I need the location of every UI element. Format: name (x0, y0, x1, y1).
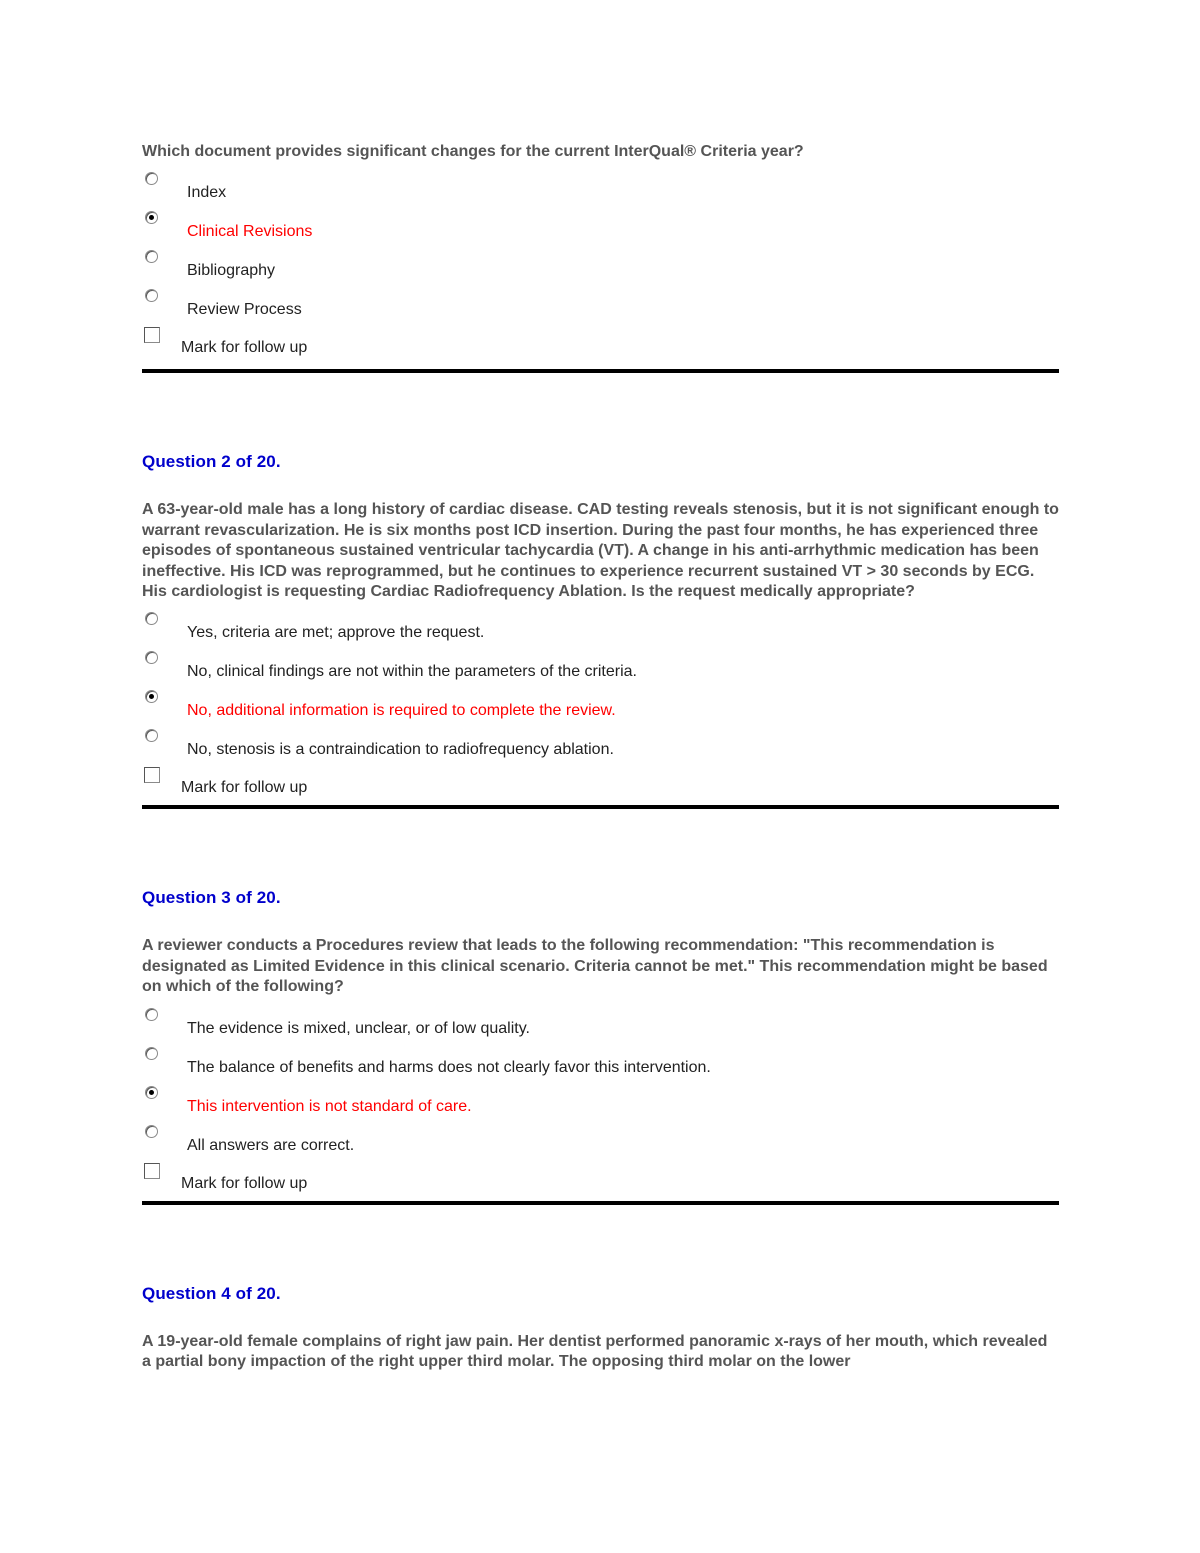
answer-option-selected[interactable] (142, 1078, 1059, 1117)
radio-button[interactable] (145, 612, 158, 625)
question-3 (142, 888, 1059, 1283)
follow-up-control[interactable] (142, 1156, 1059, 1198)
answer-option[interactable] (142, 242, 1059, 281)
radio-button[interactable] (145, 651, 158, 664)
question-2-heading: Question 2 of 20. (142, 452, 281, 472)
follow-up-label: Mark for follow up (181, 1174, 308, 1192)
radio-button-checked[interactable] (145, 690, 158, 703)
follow-up-label: Mark for follow up (181, 779, 308, 797)
answer-label-selected: No, additional information is required to complete the review. (187, 702, 616, 720)
radio-button[interactable] (145, 172, 158, 185)
answer-option[interactable] (142, 281, 1059, 320)
question-2 (142, 452, 1059, 888)
answer-label: All answers are correct. (187, 1136, 355, 1154)
answer-option[interactable] (142, 1117, 1059, 1156)
question-3-text: A reviewer conducts a Procedures review that leads to the following recommendation: "This recommendation is designated as Limited Evidence in this clinical scenario. Criteria cannot be met." This recommendation might be based on which of the following? (142, 937, 1048, 996)
radio-button[interactable] (145, 1047, 158, 1060)
answer-label: The evidence is mixed, unclear, or of low quality. (187, 1019, 530, 1037)
answer-option[interactable] (142, 604, 1059, 643)
question-1-options (142, 164, 1059, 320)
question-2-text: A 63-year-old male has a long history of cardiac disease. CAD testing reveals stenosis, but it is not significant enough to warrant revascularization. He is six months post ICD insertion. During the past four months, he has experienced three episodes of spontaneous sustained ventricular tachycardia (VT). A change in his anti-arrhythmic medication has been ineffective. His ICD was reprogrammed, but he continues to experience recurrent sustained VT > 30 seconds by ECG. His cardiologist is requesting Cardiac Radiofrequency Ablation. Is the request medically appropriate? (142, 501, 1059, 601)
answer-label: Yes, criteria are met; approve the request. (187, 624, 485, 642)
question-1 (142, 142, 1059, 452)
answer-option-selected[interactable] (142, 203, 1059, 242)
answer-label-selected: Clinical Revisions (187, 223, 313, 241)
answer-label: Bibliography (187, 262, 276, 280)
answer-label: Review Process (187, 301, 302, 319)
answer-option[interactable] (142, 1039, 1059, 1078)
answer-option[interactable] (142, 1000, 1059, 1039)
quiz-page (142, 142, 1059, 1372)
answer-option-selected[interactable] (142, 682, 1059, 721)
radio-button-checked[interactable] (145, 1086, 158, 1099)
answer-option[interactable] (142, 164, 1059, 203)
follow-up-checkbox[interactable] (144, 1163, 160, 1179)
answer-option[interactable] (142, 643, 1059, 682)
follow-up-checkbox[interactable] (144, 327, 160, 343)
follow-up-checkbox[interactable] (144, 767, 160, 783)
answer-label: No, clinical findings are not within the parameters of the criteria. (187, 663, 637, 681)
answer-label: Index (187, 184, 227, 202)
follow-up-label: Mark for follow up (181, 339, 308, 357)
answer-label-selected: This intervention is not standard of care. (187, 1097, 472, 1115)
radio-button[interactable] (145, 250, 158, 263)
answer-label: The balance of benefits and harms does not clearly favor this intervention. (187, 1058, 711, 1076)
radio-button[interactable] (145, 1125, 158, 1138)
question-4-text: A 19-year-old female complains of right jaw pain. Her dentist performed panoramic x-rays of her mouth, which revealed a partial bony impaction of the right upper third molar. The opposing third molar on the lower (142, 1332, 1048, 1371)
answer-option[interactable] (142, 721, 1059, 760)
follow-up-control[interactable] (142, 320, 1059, 362)
question-4-heading: Question 4 of 20. (142, 1283, 281, 1303)
radio-button[interactable] (145, 729, 158, 742)
question-4 (142, 1284, 1059, 1373)
radio-button[interactable] (145, 289, 158, 302)
question-3-heading: Question 3 of 20. (142, 888, 281, 908)
follow-up-control[interactable] (142, 760, 1059, 802)
question-1-text: Which document provides significant changes for the current InterQual® Criteria year? (142, 143, 804, 160)
question-3-options (142, 1000, 1059, 1156)
radio-button-checked[interactable] (145, 211, 158, 224)
radio-button[interactable] (145, 1008, 158, 1021)
answer-label: No, stenosis is a contraindication to radiofrequency ablation. (187, 741, 614, 759)
question-2-options (142, 604, 1059, 760)
